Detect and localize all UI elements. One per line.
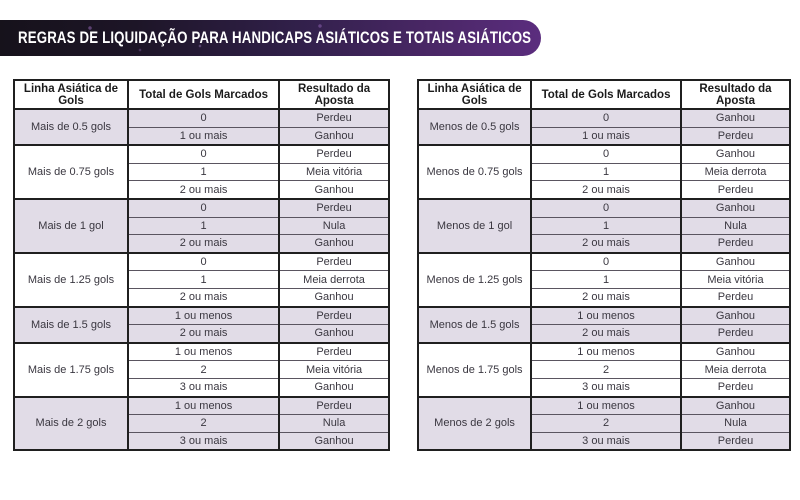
goals-scored-cell: 2 ou mais (128, 288, 279, 306)
goals-scored-cell: 1 ou mais (128, 127, 279, 145)
goals-scored-cell: 1 ou menos (128, 307, 279, 325)
goals-scored-cell: 1 (128, 217, 279, 235)
goals-scored-cell: 1 ou menos (531, 397, 681, 415)
goal-line-cell: Mais de 1 gol (14, 199, 128, 253)
bet-result-cell: Meia derrota (279, 271, 389, 289)
goals-scored-cell: 2 ou mais (128, 235, 279, 253)
bet-result-cell: Ganhou (279, 235, 389, 253)
table-row (14, 343, 389, 361)
under-goals-rules-table (417, 79, 791, 451)
bet-result-cell: Meia vitória (279, 163, 389, 181)
goal-line-cell: Mais de 1.75 gols (14, 343, 128, 397)
goals-scored-cell: 1 (128, 271, 279, 289)
table-row (418, 307, 790, 325)
bet-result-cell: Meia derrota (681, 361, 790, 379)
bet-result-cell: Ganhou (681, 109, 790, 127)
table-row (418, 145, 790, 163)
bet-result-cell: Perdeu (279, 307, 389, 325)
goals-scored-cell: 0 (128, 199, 279, 217)
bet-result-cell: Perdeu (279, 253, 389, 271)
table-row (418, 199, 790, 217)
table-row (14, 253, 389, 271)
bet-result-cell: Perdeu (279, 343, 389, 361)
goals-scored-cell: 2 ou mais (531, 325, 681, 343)
goals-scored-cell: 0 (531, 199, 681, 217)
table-row (14, 397, 389, 415)
goals-scored-cell: 1 ou menos (128, 343, 279, 361)
goals-scored-cell: 2 ou mais (531, 181, 681, 199)
table-row (418, 253, 790, 271)
goal-line-cell: Menos de 2 gols (418, 397, 531, 451)
bet-result-cell: Perdeu (681, 432, 790, 450)
bet-result-cell: Meia vitória (279, 361, 389, 379)
goal-line-cell: Menos de 1.5 gols (418, 307, 531, 343)
goals-scored-cell: 2 ou mais (128, 325, 279, 343)
bet-result-cell: Nula (279, 415, 389, 433)
table-row (418, 343, 790, 361)
title-banner (0, 20, 541, 56)
bet-result-cell: Ganhou (279, 378, 389, 396)
goal-line-cell: Mais de 1.5 gols (14, 307, 128, 343)
goals-scored-cell: 1 (531, 271, 681, 289)
rules-table (417, 79, 791, 451)
bet-result-cell: Perdeu (279, 145, 389, 163)
goals-scored-cell: 2 (128, 415, 279, 433)
goal-line-cell: Mais de 2 gols (14, 397, 128, 451)
bet-result-cell: Ganhou (681, 199, 790, 217)
goal-line-cell: Menos de 0.75 gols (418, 145, 531, 199)
bet-result-cell: Perdeu (681, 288, 790, 306)
bet-result-cell: Perdeu (279, 199, 389, 217)
column-header-3: Resultado da Aposta (279, 80, 389, 109)
goals-scored-cell: 3 ou mais (531, 432, 681, 450)
goal-line-cell: Mais de 0.75 gols (14, 145, 128, 199)
bet-result-cell: Perdeu (681, 378, 790, 396)
page-title: REGRAS DE LIQUIDAÇÃO PARA HANDICAPS ASIÁTICOS E TOTAIS ASIÁTICOS (18, 28, 532, 47)
goals-scored-cell: 3 ou mais (128, 378, 279, 396)
column-header-1: Linha Asiática de Gols (14, 80, 128, 109)
bet-result-cell: Nula (279, 217, 389, 235)
bet-result-cell: Ganhou (681, 307, 790, 325)
goals-scored-cell: 2 (531, 415, 681, 433)
goals-scored-cell: 0 (128, 109, 279, 127)
goal-line-cell: Mais de 0.5 gols (14, 109, 128, 145)
goals-scored-cell: 1 (531, 217, 681, 235)
column-header-2: Total de Gols Marcados (128, 80, 279, 109)
goals-scored-cell: 0 (128, 145, 279, 163)
bet-result-cell: Nula (681, 415, 790, 433)
goals-scored-cell: 1 ou mais (531, 127, 681, 145)
column-header-2: Total de Gols Marcados (531, 80, 681, 109)
bet-result-cell: Ganhou (279, 288, 389, 306)
bet-result-cell: Meia derrota (681, 163, 790, 181)
goals-scored-cell: 1 ou menos (531, 307, 681, 325)
over-goals-rules-table (13, 79, 390, 451)
goal-line-cell: Menos de 1 gol (418, 199, 531, 253)
goals-scored-cell: 3 ou mais (531, 378, 681, 396)
goals-scored-cell: 1 ou menos (531, 343, 681, 361)
bet-result-cell: Perdeu (681, 127, 790, 145)
column-header-1: Linha Asiática de Gols (418, 80, 531, 109)
bet-result-cell: Perdeu (279, 397, 389, 415)
goal-line-cell: Mais de 1.25 gols (14, 253, 128, 307)
bet-result-cell: Ganhou (279, 127, 389, 145)
goals-scored-cell: 0 (128, 253, 279, 271)
rules-table (13, 79, 390, 451)
table-row (418, 109, 790, 127)
bet-result-cell: Perdeu (681, 235, 790, 253)
goals-scored-cell: 2 ou mais (128, 181, 279, 199)
goal-line-cell: Menos de 0.5 gols (418, 109, 531, 145)
goals-scored-cell: 0 (531, 109, 681, 127)
bet-result-cell: Ganhou (681, 253, 790, 271)
goals-scored-cell: 2 (128, 361, 279, 379)
table-row (418, 397, 790, 415)
bet-result-cell: Perdeu (681, 325, 790, 343)
bet-result-cell: Ganhou (279, 325, 389, 343)
table-row (14, 307, 389, 325)
table-row (14, 199, 389, 217)
table-row (14, 145, 389, 163)
bet-result-cell: Ganhou (279, 181, 389, 199)
goal-line-cell: Menos de 1.75 gols (418, 343, 531, 397)
goal-line-cell: Menos de 1.25 gols (418, 253, 531, 307)
goals-scored-cell: 0 (531, 145, 681, 163)
goals-scored-cell: 1 (128, 163, 279, 181)
goals-scored-cell: 0 (531, 253, 681, 271)
table-row (14, 109, 389, 127)
bet-result-cell: Ganhou (681, 397, 790, 415)
goals-scored-cell: 1 (531, 163, 681, 181)
bet-result-cell: Ganhou (681, 343, 790, 361)
goals-scored-cell: 2 ou mais (531, 235, 681, 253)
bet-result-cell: Ganhou (279, 432, 389, 450)
goals-scored-cell: 2 (531, 361, 681, 379)
bet-result-cell: Perdeu (681, 181, 790, 199)
column-header-3: Resultado da Aposta (681, 80, 790, 109)
goals-scored-cell: 2 ou mais (531, 288, 681, 306)
goals-scored-cell: 1 ou menos (128, 397, 279, 415)
bet-result-cell: Nula (681, 217, 790, 235)
bet-result-cell: Perdeu (279, 109, 389, 127)
goals-scored-cell: 3 ou mais (128, 432, 279, 450)
bet-result-cell: Meia vitória (681, 271, 790, 289)
bet-result-cell: Ganhou (681, 145, 790, 163)
